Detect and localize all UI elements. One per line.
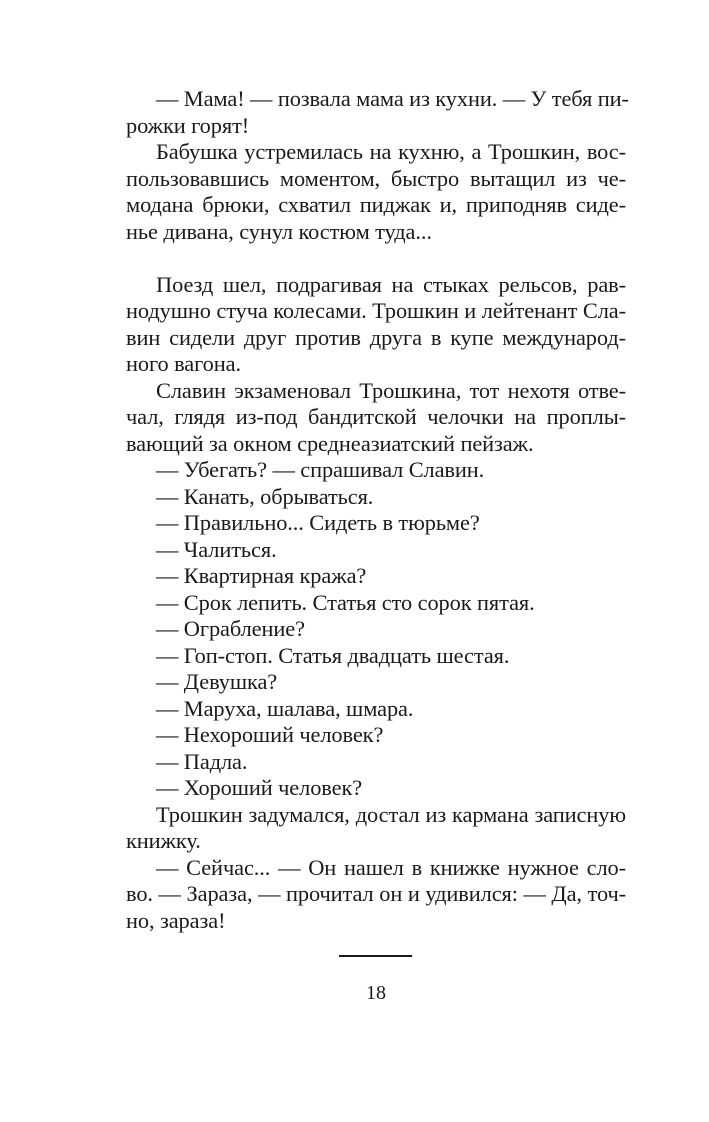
text-line: Поезд шел, подрагивая на стыках рельсов, рав-	[156, 271, 626, 297]
text-line: пользовавшись моментом, быстро вытащил из че-	[126, 165, 626, 191]
text-line: нодушно стуча колесами. Трошкин и лейтенант Сла-	[126, 298, 626, 323]
dialogue-line: — Канать, обрываться.	[156, 483, 374, 509]
text-line: — Мама! — позвала мама из кухни. — У тебя пи-	[156, 86, 629, 111]
dialogue-line: — Нехороший человек?	[156, 722, 384, 747]
text-line: Славин экзаменовал Трошкина, тот нехотя отве-	[156, 377, 626, 403]
text-line: рожки горят!	[126, 112, 250, 138]
dialogue-line: — Срок лепить. Статья сто сорок пятая.	[156, 589, 535, 615]
text-line: Трошкин задумался, достал из кармана записную	[156, 801, 626, 827]
dialogue-line: — Ограбление?	[156, 616, 305, 641]
text-line: нье дивана, сунул костюм туда...	[126, 218, 432, 244]
text-line: во. — Зараза, — прочитал он и удивился: — Да, точ-	[126, 881, 626, 906]
dialogue-line: — Квартирная кража?	[156, 563, 367, 588]
text-line: Бабушка устремилась на кухню, а Трошкин, вос-	[156, 139, 626, 164]
body-text	[126, 86, 629, 934]
text-line: книжку.	[126, 828, 201, 853]
text-line: вающий за окном среднеазиатский пейзаж.	[126, 430, 534, 456]
text-line: но, зараза!	[126, 907, 226, 933]
dialogue-line: — Хороший человек?	[156, 775, 363, 800]
footer-divider	[339, 955, 412, 957]
text-line: — Сейчас... — Он нашел в книжке нужное сло-	[156, 854, 626, 880]
text-line: ного вагона.	[126, 351, 241, 376]
page-number: 18	[366, 982, 386, 1004]
dialogue-line: — Девушка?	[156, 669, 278, 694]
text-line: вин сидели друг против друга в купе международ-	[126, 324, 626, 350]
dialogue-line: — Маруха, шалава, шмара.	[156, 695, 414, 721]
section-break	[126, 245, 626, 272]
dialogue-line: — Убегать? — спрашивал Славин.	[156, 457, 485, 482]
dialogue-line: — Падла.	[156, 748, 248, 774]
text-line: чал, глядя из-под бандитской челочки на проплы-	[126, 404, 626, 429]
dialogue-line: — Правильно... Сидеть в тюрьме?	[156, 510, 480, 535]
dialogue-line: — Чалиться.	[156, 536, 277, 562]
text-line: модана брюки, схватил пиджак и, приподняв сиде-	[126, 192, 626, 217]
dialogue-line: — Гоп-стоп. Статья двадцать шестая.	[156, 642, 510, 668]
